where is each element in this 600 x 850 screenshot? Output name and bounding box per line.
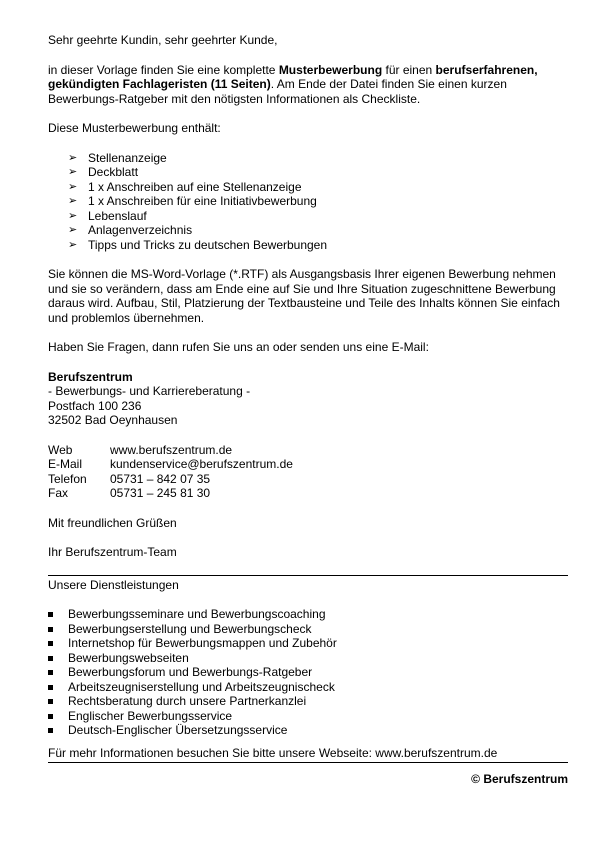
list-item-label: Anlagenverzeichnis — [88, 223, 193, 237]
intro-text-3: . Am Ende der Datei finden Sie einen kurzen Bewerbungs-Ratgeber mit den nötigsten Informationen als Checkliste. — [48, 77, 507, 106]
square-bullet-icon — [48, 627, 53, 632]
list-item-label: Deutsch-Englischer Übersetzungsservice — [68, 723, 288, 737]
list-item-label: Rechtsberatung durch unsere Partnerkanzlei — [68, 694, 307, 708]
list-item — [48, 651, 568, 666]
document-page — [48, 33, 568, 787]
square-bullet-icon — [48, 699, 53, 704]
list-item-label: Tipps und Tricks zu deutschen Bewerbungen — [88, 237, 328, 252]
square-bullet-icon — [48, 656, 53, 661]
contact-row-email — [48, 457, 568, 472]
list-item — [68, 180, 568, 195]
arrow-bullet-icon: ➢ — [68, 151, 78, 164]
list-item — [68, 151, 568, 166]
email-link[interactable]: kundenservice@berufszentrum.de — [110, 457, 293, 471]
contact-label: Telefon — [48, 471, 87, 486]
list-item — [48, 665, 568, 680]
arrow-bullet-icon: ➢ — [68, 238, 78, 251]
list-item-label: 1 x Anschreiben auf eine Stellenanzeige — [88, 179, 302, 194]
contents-list — [48, 151, 568, 253]
list-item-label: Deckblatt — [88, 165, 139, 179]
list-item — [48, 723, 568, 738]
services-heading: Unsere Dienstleistungen — [48, 577, 179, 592]
company-tagline: - Bewerbungs- und Karriereberatung - — [48, 384, 251, 398]
list-item — [48, 709, 568, 724]
square-bullet-icon — [48, 714, 53, 719]
square-bullet-icon — [48, 612, 53, 617]
list-item-label: Lebenslauf — [88, 208, 147, 223]
list-item-label: Arbeitszeugniserstellung und Arbeitszeugnischeck — [68, 679, 335, 694]
contact-label: Web — [48, 442, 73, 457]
arrow-bullet-icon: ➢ — [68, 224, 78, 236]
services-list — [48, 607, 568, 738]
square-bullet-icon — [48, 670, 53, 675]
contents-heading: Diese Musterbewerbung enthält: — [48, 121, 221, 135]
list-item-label: Bewerbungsseminare und Bewerbungscoaching — [68, 607, 326, 621]
intro-text-1: in dieser Vorlage finden Sie eine komplette — [48, 62, 279, 77]
square-bullet-icon — [48, 685, 53, 690]
intro-bold-2: berufserfahrenen, gekündigten Fachlageristen (11 Seiten) — [48, 62, 538, 91]
intro-bold-1: Musterbewerbung — [278, 62, 383, 77]
list-item — [68, 165, 568, 180]
contact-row-phone — [48, 472, 568, 487]
web-link[interactable]: www.berufszentrum.de — [110, 442, 233, 457]
divider — [48, 762, 568, 763]
intro-text-2: für einen — [382, 62, 436, 77]
questions-paragraph: Haben Sie Fragen, dann rufen Sie uns an oder senden uns eine E-Mail: — [48, 340, 429, 354]
list-item-label: Englischer Bewerbungsservice — [68, 708, 233, 723]
list-item — [48, 607, 568, 622]
list-item-label: Bewerbungserstellung und Bewerbungscheck — [68, 621, 312, 636]
square-bullet-icon — [48, 641, 53, 646]
company-name: Berufszentrum — [48, 369, 133, 384]
company-address — [48, 370, 568, 428]
arrow-bullet-icon: ➢ — [68, 180, 78, 193]
arrow-bullet-icon: ➢ — [68, 166, 78, 178]
salutation: Sehr geehrte Kundin, sehr geehrter Kunde, — [48, 33, 278, 47]
company-city: 32502 Bad Oeynhausen — [48, 413, 178, 427]
list-item — [48, 680, 568, 695]
list-item — [68, 238, 568, 253]
copyright: © Berufszentrum — [471, 772, 568, 786]
list-item — [48, 636, 568, 651]
list-item-label: Internetshop für Bewerbungsmappen und Zubehör — [68, 636, 337, 650]
square-bullet-icon — [48, 728, 53, 733]
list-item-label: Stellenanzeige — [88, 150, 167, 165]
company-postbox: Postfach 100 236 — [48, 398, 142, 413]
list-item — [48, 694, 568, 709]
more-info: Für mehr Informationen besuchen Sie bitte unsere Webseite: www.berufszentrum.de — [48, 745, 498, 760]
arrow-bullet-icon: ➢ — [68, 195, 78, 207]
contact-row-fax — [48, 486, 568, 501]
signature: Ihr Berufszentrum-Team — [48, 545, 177, 559]
list-item — [68, 209, 568, 224]
usage-paragraph: Sie können die MS-Word-Vorlage (*.RTF) als Ausgangsbasis Ihrer eigenen Bewerbung nehmen und sie so verändern, dass am Ende eine auf Sie und Ihre Situation zugeschnittene Bewerbung daraus wird. Aufbau, Stil, Platzierung der Textbausteine und Teile des Inhalts können Sie einfach und problemlos übernehmen. — [48, 267, 560, 325]
contact-label: E-Mail — [48, 457, 83, 471]
contact-label: Fax — [48, 486, 69, 500]
intro-paragraph — [48, 63, 568, 107]
list-item-label: 1 x Anschreiben für eine Initiativbewerbung — [88, 194, 317, 208]
fax-value: 05731 – 245 81 30 — [110, 486, 211, 500]
contact-row-web — [48, 443, 568, 458]
list-item — [68, 223, 568, 238]
list-item — [68, 194, 568, 209]
list-item-label: Bewerbungsforum und Bewerbungs-Ratgeber — [68, 665, 313, 679]
contact-block — [48, 443, 568, 501]
phone-value: 05731 – 842 07 35 — [110, 471, 211, 486]
list-item — [48, 622, 568, 637]
arrow-bullet-icon: ➢ — [68, 209, 78, 222]
list-item-label: Bewerbungswebseiten — [68, 650, 189, 665]
divider — [48, 575, 568, 576]
closing: Mit freundlichen Grüßen — [48, 515, 177, 530]
